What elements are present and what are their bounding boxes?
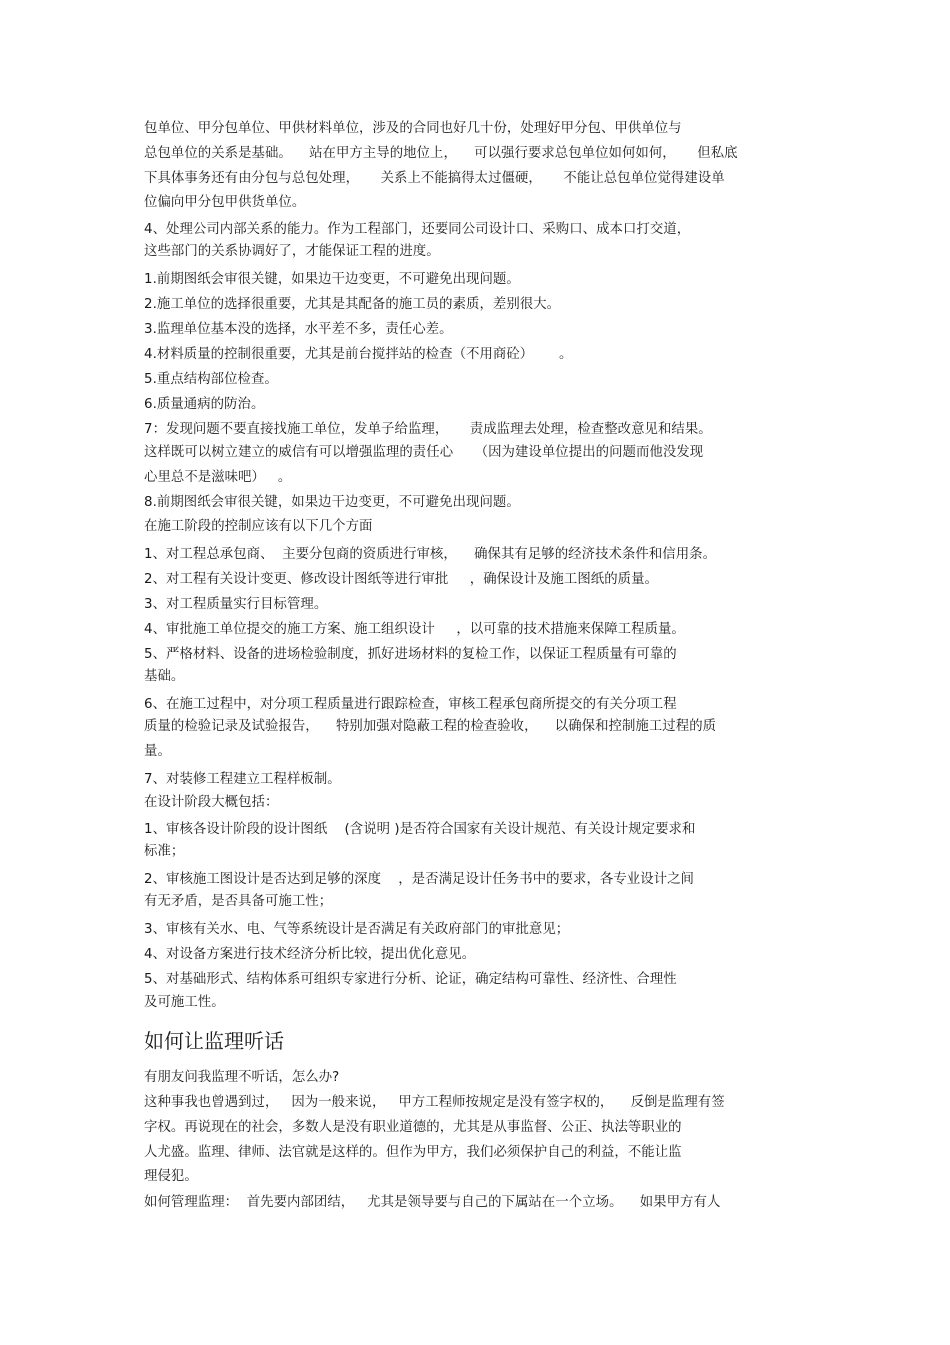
text-line: 理侵犯。 (144, 1169, 198, 1184)
text-line: 有朋友问我监理不听话，怎么办? (144, 1070, 340, 1085)
text-line: 总包单位的关系是基础。 站在甲方主导的地位上， 可以强行要求总包单位如何如何， 但私底 (144, 146, 738, 161)
text-line: 2.施工单位的选择很重要，尤其是其配备的施工员的素质，差别很大。 (144, 297, 561, 312)
text-line: 3、审核有关水、电、气等系统设计是否满足有关政府部门的审批意见； (144, 922, 570, 937)
section-heading: 如何让监理听话 (144, 1029, 284, 1053)
text-line: 基础。 (144, 669, 185, 684)
text-line: 1.前期图纸会审很关键，如果边干边变更，不可避免出现问题。 (144, 272, 520, 287)
text-line: 下具体事务还有由分包与总包处理， 关系上不能搞得太过僵硬， 不能让总包单位觉得建设单 (144, 171, 725, 186)
text-line: 位偏向甲分包甲供货单位。 (144, 195, 306, 210)
text-line: 6.质量通病的防治。 (144, 397, 265, 412)
text-line: 4、对设备方案进行技术经济分析比较，提出优化意见。 (144, 947, 476, 962)
text-line: 7、对装修工程建立工程样板制。 (144, 772, 341, 787)
text-line: 在设计阶段大概包括： (144, 795, 279, 810)
text-line: 2、对工程有关设计变更、修改设计图纸等进行审批 ，确保设计及施工图纸的质量。 (144, 572, 658, 587)
text-line: 3.监理单位基本没的选择，水平差不多，责任心差。 (144, 322, 453, 337)
text-line: 包单位、甲分包单位、甲供材料单位，涉及的合同也好几十份，处理好甲分包、甲供单位与 (144, 121, 682, 136)
text-line: 5、对基础形式、结构体系可组织专家进行分析、论证，确定结构可靠性、经济性、合理性 (144, 972, 677, 987)
text-line: 在施工阶段的控制应该有以下几个方面 (144, 519, 373, 534)
text-line: 及可施工性。 (144, 995, 225, 1010)
text-line: 2、审核施工图设计是否达到足够的深度 ，是否满足设计任务书中的要求，各专业设计之间 (144, 872, 694, 887)
text-line: 量。 (144, 744, 171, 759)
text-line: 字权。再说现在的社会，多数人是没有职业道德的，尤其是从事监督、公正、执法等职业的 (144, 1120, 682, 1135)
text-line: 6、在施工过程中，对分项工程质量进行跟踪检查，审核工程承包商所提交的有关分项工程 (144, 697, 677, 712)
text-line: 如何管理监理： 首先要内部团结， 尤其是领导要与自己的下属站在一个立场。 如果甲方有人 (144, 1195, 721, 1210)
text-line: 4、处理公司内部关系的能力。作为工程部门，还要同公司设计口、采购口、成本口打交道， (144, 222, 691, 237)
text-line: 3、对工程质量实行目标管理。 (144, 597, 328, 612)
text-line: 心里总不是滋味吧） 。 (144, 470, 292, 485)
text-line: 有无矛盾，是否具备可施工性； (144, 894, 333, 909)
text-line: 人尤盛。监理、律师、法官就是这样的。但作为甲方，我们必须保护自己的利益，不能让监 (144, 1145, 682, 1160)
text-line: 7：发现问题不要直接找施工单位，发单子给监理， 责成监理去处理，检查整改意见和结果。 (144, 422, 712, 437)
text-line: 标准； (144, 844, 185, 859)
text-line: 5、严格材料、设备的进场检验制度，抓好进场材料的复检工作，以保证工程质量有可靠的 (144, 647, 677, 662)
text-line: 这些部门的关系协调好了，才能保证工程的进度。 (144, 244, 440, 259)
text-line: 5.重点结构部位检查。 (144, 372, 278, 387)
text-line: 质量的检验记录及试验报告， 特别加强对隐蔽工程的检查验收， 以确保和控制施工过程的质 (144, 719, 717, 734)
text-line: 这样既可以树立建立的威信有可以增强监理的责任心 （因为建设单位提出的问题而他没发现 (144, 445, 704, 460)
text-line: 4.材料质量的控制很重要，尤其是前台搅拌站的检查（不用商砼） 。 (144, 347, 573, 362)
text-line: 8.前期图纸会审很关键，如果边干边变更，不可避免出现问题。 (144, 495, 520, 510)
text-line: 这种事我也曾遇到过， 因为一般来说， 甲方工程师按规定是没有签字权的， 反倒是监理有签 (144, 1095, 725, 1110)
text-line: 1、对工程总承包商、 主要分包商的资质进行审核， 确保其有足够的经济技术条件和信用条。 (144, 547, 717, 562)
text-line: 4、审批施工单位提交的施工方案、施工组织设计 ，以可靠的技术措施来保障工程质量。 (144, 622, 685, 637)
text-line: 1、审核各设计阶段的设计图纸 (含说明 )是否符合国家有关设计规范、有关设计规定要求和 (144, 822, 696, 837)
